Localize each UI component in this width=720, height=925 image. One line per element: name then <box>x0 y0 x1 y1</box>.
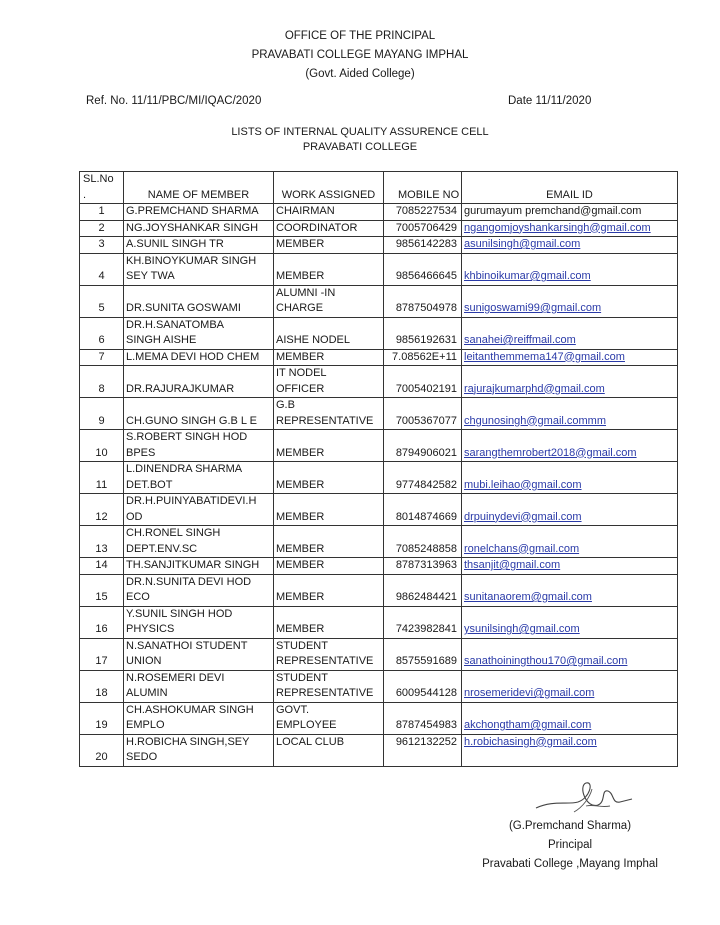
cell-mobile: 7085248858 <box>384 526 462 558</box>
cell-name: NG.JOYSHANKAR SINGH <box>124 220 274 237</box>
email-link[interactable]: leitanthemmema147@gmail.com <box>464 350 625 363</box>
signature-block <box>450 817 690 874</box>
cell-mobile: 9856142283 <box>384 237 462 254</box>
cell-name: CH.GUNO SINGH G.B L E <box>124 398 274 430</box>
cell-name: DR.RAJURAJKUMAR <box>124 366 274 398</box>
cell-name: A.SUNIL SINGH TR <box>124 237 274 254</box>
table-row <box>80 349 678 366</box>
email-link[interactable]: sarangthemrobert2018@gmail.com <box>464 446 637 459</box>
cell-work-assigned: MEMBER <box>274 558 384 575</box>
cell-work-assigned: MEMBER <box>274 494 384 526</box>
cell-work-assigned: MEMBER <box>274 526 384 558</box>
cell-sl-no: 17 <box>80 638 124 670</box>
cell-sl-no: 11 <box>80 462 124 494</box>
table-row <box>80 670 678 702</box>
cell-mobile: 9774842582 <box>384 462 462 494</box>
cell-sl-no: 10 <box>80 430 124 462</box>
cell-mobile: 7005706429 <box>384 220 462 237</box>
email-link[interactable]: khbinoikumar@gmail.com <box>464 270 591 282</box>
email-link[interactable]: ysunilsingh@gmail.com <box>464 623 580 635</box>
iqac-members-table <box>79 171 678 767</box>
cell-sl-no: 14 <box>80 558 124 575</box>
list-title-line1: LISTS OF INTERNAL QUALITY ASSURENCE CELL <box>231 126 489 138</box>
cell-name: H.ROBICHA SINGH,SEY SEDO <box>124 734 274 766</box>
cell-mobile: 7085227534 <box>384 204 462 221</box>
cell-mobile: 9862484421 <box>384 574 462 606</box>
header-sl-no: SL.No . <box>80 172 124 204</box>
table-row <box>80 526 678 558</box>
email-link[interactable]: sunitanaorem@gmail.com <box>464 591 592 603</box>
cell-work-assigned: MEMBER <box>274 349 384 366</box>
cell-name: DR.N.SUNITA DEVI HOD ECO <box>124 574 274 606</box>
table-row <box>80 430 678 462</box>
cell-sl-no: 1 <box>80 204 124 221</box>
cell-name: KH.BINOYKUMAR SINGH SEY TWA <box>124 253 274 285</box>
email-link[interactable]: drpuinydevi@gmail.com <box>464 510 582 523</box>
cell-sl-no: 12 <box>80 494 124 526</box>
cell-name: Y.SUNIL SINGH HOD PHYSICS <box>124 606 274 638</box>
cell-email <box>462 702 678 734</box>
cell-mobile: 8575591689 <box>384 638 462 670</box>
table-row <box>80 237 678 254</box>
cell-name: S.ROBERT SINGH HOD BPES <box>124 430 274 462</box>
email-link[interactable]: sanathoiningthou170@gmail.com <box>464 655 628 667</box>
table-row <box>80 285 678 317</box>
email-link[interactable]: sunigoswami99@gmail.com <box>464 302 602 314</box>
cell-sl-no: 7 <box>80 349 124 366</box>
cell-email <box>462 317 678 349</box>
email-link[interactable]: rajurajkumarphd@gmail.com <box>464 382 605 395</box>
cell-name: L.DINENDRA SHARMA DET.BOT <box>124 462 274 494</box>
table-row <box>80 220 678 237</box>
cell-work-assigned: STUDENT REPRESENTATIVE <box>274 670 384 702</box>
cell-email <box>462 253 678 285</box>
email-link[interactable]: thsanjit@gmail.com <box>464 559 561 571</box>
table-row <box>80 638 678 670</box>
cell-name: DR.H.PUINYABATIDEVI.H OD <box>124 494 274 526</box>
table-row <box>80 462 678 494</box>
list-title <box>0 125 720 155</box>
table-row <box>80 494 678 526</box>
cell-email <box>462 366 678 398</box>
cell-name: G.PREMCHAND SHARMA <box>124 204 274 221</box>
cell-name: N.ROSEMERI DEVI ALUMIN <box>124 670 274 702</box>
cell-work-assigned: MEMBER <box>274 574 384 606</box>
cell-sl-no: 3 <box>80 237 124 254</box>
cell-sl-no: 6 <box>80 317 124 349</box>
cell-mobile: 6009544128 <box>384 670 462 702</box>
cell-work-assigned: GOVT. EMPLOYEE <box>274 702 384 734</box>
cell-email <box>462 285 678 317</box>
email-link[interactable]: ronelchans@gmail.com <box>464 542 580 555</box>
cell-mobile: 8787504978 <box>384 285 462 317</box>
table-row <box>80 606 678 638</box>
cell-work-assigned: CHAIRMAN <box>274 204 384 221</box>
cell-work-assigned: IT NODEL OFFICER <box>274 366 384 398</box>
email-link[interactable]: asunilsingh@gmail.com <box>464 238 581 250</box>
cell-name: DR.SUNITA GOSWAMI <box>124 285 274 317</box>
cell-sl-no: 15 <box>80 574 124 606</box>
table-row <box>80 734 678 766</box>
email-link[interactable]: akchongtham@gmail.com <box>464 719 592 731</box>
cell-mobile: 8794906021 <box>384 430 462 462</box>
cell-name: DR.H.SANATOMBA SINGH AISHE <box>124 317 274 349</box>
college-name: PRAVABATI COLLEGE MAYANG IMPHAL <box>251 49 469 61</box>
cell-email <box>462 606 678 638</box>
list-title-line2: PRAVABATI COLLEGE <box>302 141 418 153</box>
cell-work-assigned: MEMBER <box>274 430 384 462</box>
cell-email <box>462 220 678 237</box>
email-link[interactable]: nrosemeridevi@gmail.com <box>464 687 595 699</box>
cell-sl-no: 19 <box>80 702 124 734</box>
table-row <box>80 558 678 575</box>
header-email: EMAIL ID <box>462 172 678 204</box>
email-link[interactable]: mubi.leihao@gmail.com <box>464 478 582 491</box>
cell-name: L.MEMA DEVI HOD CHEM <box>124 349 274 366</box>
cell-work-assigned: MEMBER <box>274 253 384 285</box>
cell-mobile: 8787454983 <box>384 702 462 734</box>
email-link[interactable]: chgunosingh@gmail.commm <box>464 414 607 427</box>
principal-signature <box>528 775 638 820</box>
cell-mobile: 7005367077 <box>384 398 462 430</box>
cell-sl-no: 5 <box>80 285 124 317</box>
cell-mobile: 9856192631 <box>384 317 462 349</box>
cell-sl-no: 20 <box>80 734 124 766</box>
cell-email <box>462 574 678 606</box>
cell-sl-no: 8 <box>80 366 124 398</box>
header-name: NAME OF MEMBER <box>124 172 274 204</box>
cell-mobile: 8787313963 <box>384 558 462 575</box>
cell-name: CH.ASHOKUMAR SINGH EMPLO <box>124 702 274 734</box>
principal-title: Principal <box>547 839 593 851</box>
cell-email <box>462 558 678 575</box>
cell-email <box>462 462 678 494</box>
letterhead <box>0 27 720 84</box>
cell-mobile: 7.08562E+11 <box>384 349 462 366</box>
cell-name: CH.RONEL SINGH DEPT.ENV.SC <box>124 526 274 558</box>
cell-work-assigned: COORDINATOR <box>274 220 384 237</box>
cell-work-assigned: MEMBER <box>274 606 384 638</box>
college-type: (Govt. Aided College) <box>305 68 415 80</box>
table-row <box>80 366 678 398</box>
cell-work-assigned: ALUMNI -IN CHARGE <box>274 285 384 317</box>
email-text: gurumayum premchand@gmail.com <box>464 205 642 217</box>
reference-number: Ref. No. 11/11/PBC/MI/IQAC/2020 <box>86 95 262 107</box>
cell-email <box>462 398 678 430</box>
cell-email <box>462 638 678 670</box>
cell-sl-no: 16 <box>80 606 124 638</box>
cell-mobile: 9612132252 <box>384 734 462 766</box>
cell-email <box>462 204 678 221</box>
email-link[interactable]: h.robichasingh@gmail.com <box>464 735 597 748</box>
cell-mobile: 8014874669 <box>384 494 462 526</box>
office-title: OFFICE OF THE PRINCIPAL <box>284 30 436 42</box>
principal-name: (G.Premchand Sharma) <box>508 820 632 832</box>
cell-work-assigned: MEMBER <box>274 237 384 254</box>
email-link[interactable]: sanahei@reiffmail.com <box>464 334 576 346</box>
table-row <box>80 702 678 734</box>
cell-work-assigned: G.B REPRESENTATIVE <box>274 398 384 430</box>
table-row <box>80 317 678 349</box>
cell-mobile: 9856466645 <box>384 253 462 285</box>
header-work: WORK ASSIGNED <box>274 172 384 204</box>
cell-name: TH.SANJITKUMAR SINGH <box>124 558 274 575</box>
cell-email <box>462 670 678 702</box>
cell-mobile: 7423982841 <box>384 606 462 638</box>
cell-work-assigned: MEMBER <box>274 462 384 494</box>
college-location: Pravabati College ,Mayang Imphal <box>482 858 658 870</box>
cell-email <box>462 430 678 462</box>
cell-email <box>462 349 678 366</box>
table-row <box>80 204 678 221</box>
cell-mobile: 7005402191 <box>384 366 462 398</box>
cell-work-assigned: LOCAL CLUB <box>274 734 384 766</box>
cell-email <box>462 526 678 558</box>
cell-work-assigned: STUDENT REPRESENTATIVE <box>274 638 384 670</box>
cell-email <box>462 237 678 254</box>
email-link[interactable]: ngangomjoyshankarsingh@gmail.com <box>464 221 651 234</box>
cell-work-assigned: AISHE NODEL <box>274 317 384 349</box>
table-row <box>80 574 678 606</box>
cell-sl-no: 18 <box>80 670 124 702</box>
header-mobile: MOBILE NO <box>384 172 462 204</box>
cell-email <box>462 734 678 766</box>
table-row <box>80 398 678 430</box>
cell-sl-no: 4 <box>80 253 124 285</box>
document-date: Date 11/11/2020 <box>508 95 592 107</box>
cell-sl-no: 9 <box>80 398 124 430</box>
cell-sl-no: 2 <box>80 220 124 237</box>
table-header-row <box>80 172 678 204</box>
cell-name: N.SANATHOI STUDENT UNION <box>124 638 274 670</box>
table-row <box>80 253 678 285</box>
cell-sl-no: 13 <box>80 526 124 558</box>
cell-email <box>462 494 678 526</box>
